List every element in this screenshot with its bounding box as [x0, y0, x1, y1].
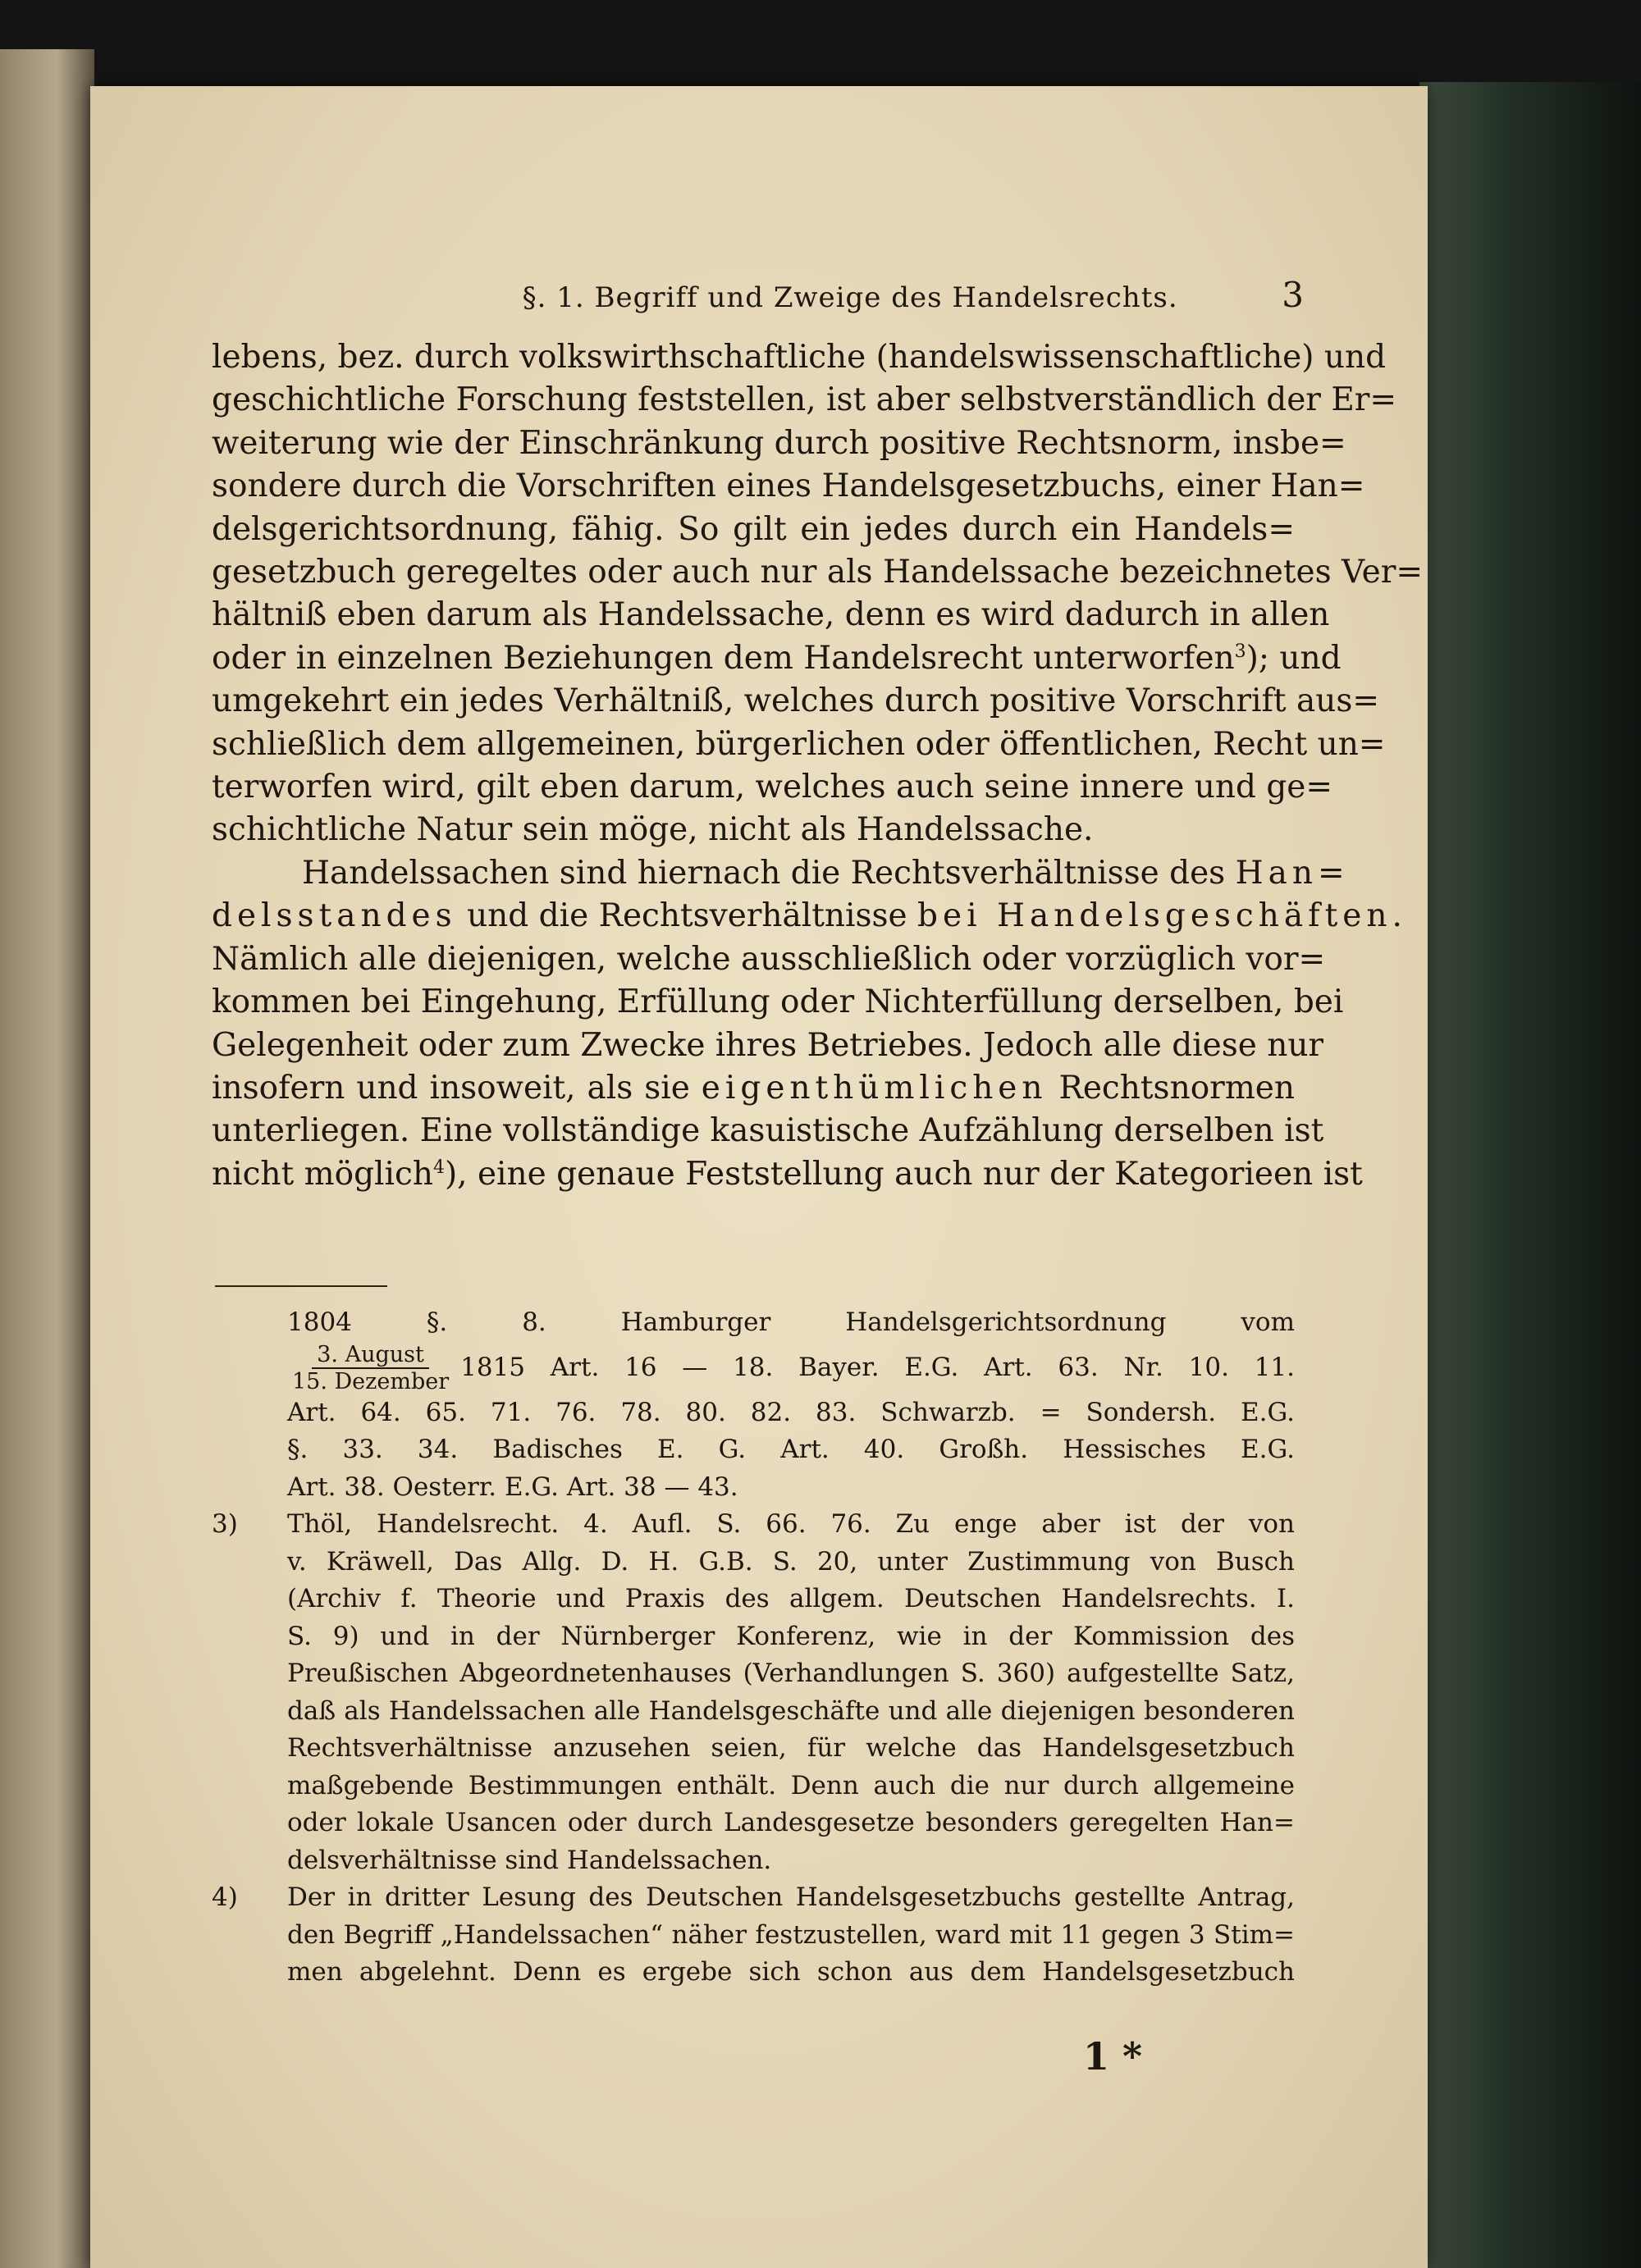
body-line-text: , eine genaue Feststellung auch nur der Kategorieen ist [457, 1155, 1363, 1193]
date-fraction [287, 1342, 454, 1394]
spaced-term: eigenthümlichen [701, 1069, 1048, 1107]
body-line-text: ); und [1246, 639, 1342, 677]
body-line [212, 1067, 1295, 1110]
body-line: lebens, bez. durch volkswirthschaftliche (handelswissenschaftliche) und [212, 339, 1387, 376]
body-line: terworfen wird, gilt eben darum, welches auch seine innere und ge= [212, 769, 1333, 806]
running-head [418, 275, 1305, 315]
footnote-line: §. 33. 34. Badisches E. G. Art. 40. Großh. Hessisches E.G. [287, 1435, 1295, 1464]
footnote-line: Art. 64. 65. 71. 76. 78. 80. 82. 83. Schwarzb. = Sondersh. E.G. [287, 1397, 1295, 1427]
body-line [212, 852, 1350, 895]
footnote-line: men abgelehnt. Denn es ergebe sich schon aus dem Handelsgesetzbuch [287, 1957, 1295, 1987]
footnote-line: den Begriff „Handelssachen“ näher festzustellen, ward mit 11 gegen 3 Stim= [287, 1919, 1295, 1950]
body-line-text: und die Rechtsverhältnisse [467, 897, 907, 935]
footnote-line: S. 9) und in der Nürnberger Konferenz, wie in der Kommission des [287, 1621, 1295, 1651]
body-line-text: ) [444, 1155, 458, 1193]
body-line: schließlich dem allgemeinen, bürgerlichen oder öffentlichen, Recht un= [212, 725, 1386, 763]
body-line: Nämlich alle diejenigen, welche ausschließlich oder vorzüglich vor= [212, 940, 1326, 978]
footnote-line: Thöl, Handelsrecht. 4. Aufl. S. 66. 76. Zu enge aber ist der von [287, 1509, 1295, 1539]
footnote-line: Art. 38. Oesterr. E.G. Art. 38 — 43. [287, 1472, 738, 1502]
body-line: unterliegen. Eine vollständige kasuistische Aufzählung derselben ist [212, 1112, 1324, 1150]
footnote-line: v. Kräwell, Das Allg. D. H. G.B. S. 20, unter Zustimmung von Busch [287, 1546, 1295, 1577]
spaced-term: Han= [1235, 854, 1350, 892]
body-line: weiterung wie der Einschränkung durch positive Rechtsnorm, insbe= [212, 424, 1346, 462]
left-page-edge [0, 49, 94, 2268]
body-line [212, 1153, 1363, 1196]
footnotes [212, 1304, 1295, 1992]
footnote-4 [212, 1879, 1295, 1992]
body-line-text: Rechtsnormen [1058, 1069, 1295, 1107]
signature-mark: 1 * [1083, 2034, 1143, 2079]
body-line: kommen bei Eingehung, Erfüllung oder Nichterfüllung derselben, bei [212, 983, 1344, 1021]
book-page [90, 86, 1428, 2268]
body-line [212, 895, 1407, 938]
body-line: umgekehrt ein jedes Verhältniß, welches durch positive Vorschrift aus= [212, 682, 1380, 720]
body-line-text: oder in einzelnen Beziehungen dem Handelsrecht unterworfen [212, 639, 1235, 677]
footnote-rule [215, 1285, 387, 1287]
body-line [212, 637, 1342, 680]
fraction-numerator: 3. August [312, 1342, 429, 1369]
body-line: gesetzbuch geregeltes oder auch nur als Handelssache bezeichnetes Ver= [212, 554, 1424, 591]
spaced-term: bei Handelsgeschäften. [917, 897, 1407, 935]
footnote-line: oder lokale Usancen oder durch Landesgesetze besonders geregelten Han= [287, 1808, 1295, 1837]
footnote-line: maßgebende Bestimmungen enthält. Denn auch die nur durch allgemeine [287, 1770, 1295, 1800]
spaced-term: delsstandes [212, 897, 457, 935]
footnote-line: (Archiv f. Theorie und Praxis des allgem. Deutschen Handelsrechts. I. [287, 1584, 1295, 1613]
page-number: 3 [1282, 275, 1305, 315]
footnote-mark: 3) [212, 1509, 238, 1539]
footnote-line: Der in dritter Lesung des Deutschen Handelsgesetzbuchs gestellte Antrag, [287, 1882, 1295, 1912]
footnote-3 [212, 1506, 1295, 1879]
body-line: schichtliche Natur sein möge, nicht als Handelssache. [212, 811, 1094, 849]
footnote-line: delsverhältnisse sind Handelssachen. [287, 1845, 772, 1875]
footnote-line-text: 1815 Art. 16 — 18. Bayer. E.G. Art. 63. Nr. 10. 11. [460, 1352, 1295, 1382]
body-text [212, 336, 1424, 1196]
body-line: sondere durch die Vorschriften eines Handelsgesetzbuchs, einer Han= [212, 468, 1365, 505]
footnote-ref-4: 4 [432, 1157, 445, 1178]
body-line-text: nicht möglich [212, 1155, 433, 1193]
footnote-line: Rechtsverhältnisse anzusehen seien, für welche das Handelsgesetzbuch [287, 1733, 1295, 1763]
footnote-ref-3: 3 [1234, 641, 1246, 662]
body-line: delsgerichtsordnung, fähig. So gilt ein jedes durch ein Handels= [212, 510, 1295, 548]
footnote-line: Preußischen Abgeordnetenhauses (Verhandlungen S. 360) aufgestellte Satz, [287, 1659, 1295, 1688]
body-line-text: Handelssachen sind hiernach die Rechtsverhältnisse des [302, 854, 1226, 892]
book-cover-edge [1419, 82, 1641, 2268]
body-line: Gelegenheit oder zum Zwecke ihres Betriebes. Jedoch alle diese nur [212, 1026, 1324, 1064]
footnote-line [212, 1342, 1295, 1394]
footnote-line: 1804 §. 8. Hamburger Handelsgerichtsordnung vom [287, 1307, 1295, 1337]
body-line: geschichtliche Forschung feststellen, ist aber selbstverständlich der Er= [212, 381, 1397, 419]
footnote-line: daß als Handelssachen alle Handelsgeschäfte und alle diejenigen besonderen [287, 1695, 1295, 1726]
body-line-text: insofern und insoweit, als sie [212, 1069, 690, 1107]
body-line: hältniß eben darum als Handelssache, denn es wird dadurch in allen [212, 596, 1330, 634]
running-head-title: §. 1. Begriff und Zweige des Handelsrechts. [522, 281, 1178, 314]
fraction-denominator: 15. Dezember [292, 1368, 450, 1394]
footnote-mark: 4) [212, 1882, 238, 1912]
